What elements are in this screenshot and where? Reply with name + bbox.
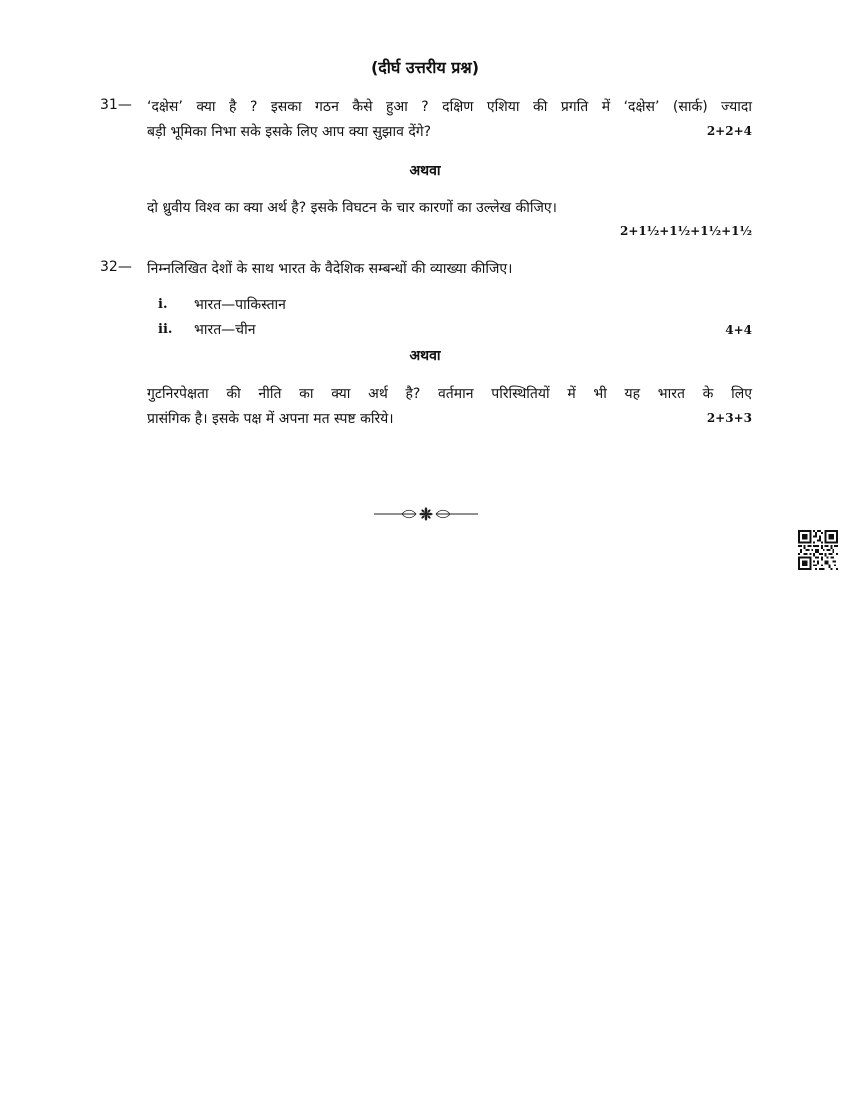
section-title: (दीर्घ उत्तरीय प्रश्न) [370,58,480,77]
question-32-line-1: निम्नलिखित देशों के साथ भारत के वैदेशिक सम्बन्धों की व्याख्या कीजिए। [147,261,513,277]
question-31-or-label: अथवा [409,163,441,179]
question-32-subpart-i-text: भारत—पाकिस्तान [194,297,286,313]
question-32-subpart-i-label: i. [158,297,168,312]
question-32-alt-line-1: गुटनिरपेक्षता की नीति का क्या अर्थ है? वर्तमान परिस्थितियों में भी यह भारत के लिए [147,386,752,402]
ornament-divider-icon [372,506,480,522]
question-32-number: 32— [100,259,132,275]
question-32-subpart-ii-text: भारत—चीन [194,322,256,338]
question-32-alt-line-2: प्रासंगिक है। इसके पक्ष में अपना मत स्पष्ट करिये। [147,411,394,427]
question-31-alt-line-1: दो ध्रुवीय विश्व का क्या अर्थ है? इसके विघटन के चार कारणों का उल्लेख कीजिए। [147,200,557,216]
question-32-or-label: अथवा [409,348,441,364]
question-32-alt-marks: 2+3+3 [706,411,752,425]
question-31-number: 31— [100,97,132,113]
question-31-line-2: बड़ी भूमिका निभा सके इसके लिए आप क्या सुझाव देंगे? [147,124,432,140]
question-32-marks: 4+4 [725,323,752,337]
question-31-alt-marks: 2+1½+1½+1½+1½ [619,224,752,238]
question-32-subpart-ii-label: ii. [158,322,173,337]
question-31-marks: 2+2+4 [706,124,752,138]
question-31-line-1: ‘दक्षेस’ क्या है ? इसका गठन कैसे हुआ ? दक्षिण एशिया की प्रगति में ‘दक्षेस’ (सार्क) ज्यादा [147,99,752,115]
qr-code-icon [798,530,838,570]
